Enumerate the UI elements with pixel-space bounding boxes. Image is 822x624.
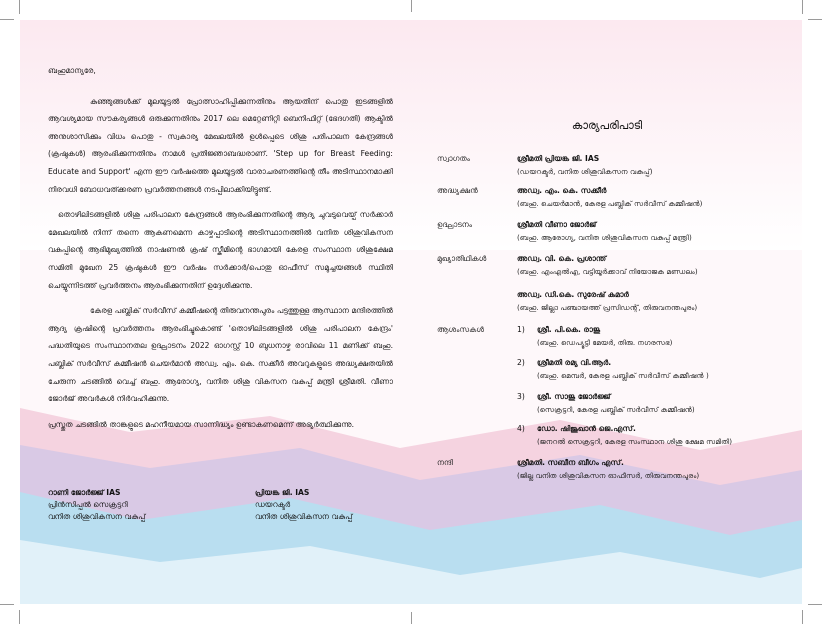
signatory-department: വനിത ശിശുവികസന വകുപ്പ് [48,512,146,521]
programme-person: ശ്രീമതി പ്രിയങ്ക ജി. IAS [517,154,600,163]
signatory-name: പ്രിയങ്ക ജി. IAS [255,488,310,497]
signatory-name: റാണി ജോർജ്ജ് IAS [48,488,121,497]
programme-person-title: (ബഹു. ചെയർമാൻ, കേരള പബ്ലിക് സർവീസ് കമ്മീഷൻ) [517,199,703,208]
programme-number: 3) [517,392,525,401]
letter-body [48,62,393,441]
programme-number: 4) [517,424,525,433]
programme-role: സ്വാഗതം [437,154,470,163]
signatory [255,487,425,523]
programme-person: അഡ്വ. വി. കെ. പ്രശാന്ത് [517,254,607,263]
crop-mark [802,0,803,14]
programme-person-title: (ബഹു. ആരോഗ്യ, വനിത ശിശുവികസന വകുപ്പ് മന്ത്രി) [517,233,692,242]
programme-person-title: (ബഹു. ഡെപ്യൂട്ടി മേയർ, തിരു. നഗരസഭ) [537,338,673,347]
crop-mark [0,19,14,20]
programme-person: അഡ്വ. ഡി.കെ. സുരേഷ് കുമാർ [517,290,629,299]
letter-paragraph: തൊഴിലിടങ്ങളിൽ ശിശു പരിപാലന കേന്ദ്രങ്ങൾ ആരംഭിക്കുന്നതിന്റെ ആദ്യ ചുവടുവെയ്പ് സർക്കാർ മേഖലയിൽ നിന്ന് തന്നെ ആകണമെന്ന കാഴ്ചപ്പാടിന്റെ അടിസ്ഥാനത്തിൽ വനിത ശിശുവികസന വകുപ്പിന്റെ ആഭിമുഖ്യത്തിൽ നാഷണൽ ക്രഷ് സ്കീമിന്റെ ഭാഗമായി കേരള സംസ്ഥാന ശിശുക്ഷേമ സമിതി മുഖേന 25 ക്രഷുകൾ ഈ വർഷം സർക്കാർ/പൊതു ഓഫീസ് സമുച്ചയങ്ങൾ സ്ഥിതി ചെയ്യുന്നിടത്ത് പ്രവർത്തനം ആരംഭിക്കുന്നതിന് ഉദ്ദേശിക്കുന്നു. [48,210,393,290]
signatory-designation: പ്രിൻസിപ്പൽ സെക്രട്ടറി [48,500,128,509]
crop-mark [19,0,20,14]
programme-person: ശ്രീമതി. സബീന ബീഗം എസ്. [517,458,624,467]
programme-role: അദ്ധ്യക്ഷൻ [437,186,478,195]
programme-role: ഉദ്ഘാടനം [437,220,473,229]
programme-number: 1) [517,325,525,334]
salutation: ബഹുമാന്യരേ, [48,66,96,75]
programme-role: മുഖ്യാതിഥികൾ [437,254,487,263]
programme-person: ശ്രീമതി രമ്യ വി.ആർ. [537,358,612,367]
signatory [48,487,218,523]
programme-person-title: (ജില്ല വനിത ശിശുവികസന ഓഫീസർ, തിരുവനന്തപുരം) [517,471,700,480]
crop-mark [802,610,803,624]
programme-person-title: (ഡയറക്ടർ, വനിത ശിശുവികസന വകുപ്പ്) [517,167,653,176]
programme-person: ശ്രീമതി വീണാ ജോർജ് [517,220,597,229]
letter-paragraph: കുഞ്ഞുങ്ങൾക്ക് മുലയൂട്ടൽ പ്രോത്സാഹിപ്പിക്കുന്നതിനും ആയതിന് പൊതു ഇടങ്ങളിൽ ആവശ്യമായ സൗകര്യങ്ങൾ ഒരുക്കുന്നതിനും 2017 ലെ മെറ്റേണിറ്റി ബെനിഫിറ്റ് (ഭേദഗതി) ആക്ടിൽ അനുശാസിക്കും വിധം പൊതു - സ്വകാര്യ മേഖലയിൽ ഉൾപ്പെടെ ശിശു പരിപാലന കേന്ദ്രങ്ങൾ (ക്രഷുകൾ) ആരംഭിക്കുന്നതിനും നാമൾ പ്രതിജ്ഞാബദ്ധരാണ്. 'Step up for Breast Feeding: Educate and Support' എന്ന ഈ വർഷത്തെ മുലയൂട്ടൽ വാരാചരണത്തിന്റെ തീം അടിസ്ഥാനമാക്കി നിരവധി ബോധവത്ക്കരണ പ്രവർത്തനങ്ങൾ നടപ്പിലാക്കിയിട്ടുണ്ട്. [48,96,393,194]
programme-person-title: (ജനറൽ സെക്രട്ടറി, കേരള സംസ്ഥാന ശിശു ക്ഷേമ സമിതി) [537,437,733,446]
programme-role: നന്ദി [437,458,454,467]
programme-person-title: (ബഹു. എംഎൽഎ, വട്ടിയൂർക്കാവ് നിയോജക മണ്ഡലം) [517,267,698,276]
letter-paragraph: പ്രസ്തുത ചടങ്ങിൽ താങ്കളുടെ മഹനീയമായ സാന്നിദ്ധ്യം ഉണ്ടാകണമെന്ന് അഭ്യർത്ഥിക്കുന്നു. [48,419,355,429]
crop-mark [808,19,822,20]
crop-mark [808,604,822,605]
programme-person-title: (ബഹു. ജില്ലാ പഞ്ചായത്ത് പ്രസിഡന്റ്, തിരുവനന്തപുരം) [517,303,698,312]
crop-mark [411,0,412,12]
programme-person: അഡ്വ. എം. കെ. സക്കീർ [517,186,607,195]
programme-person-title: (സെക്രട്ടറി, കേരള പബ്ലിക് സർവീസ് കമ്മീഷൻ) [537,405,695,414]
letter-paragraph: കേരള പബ്ലിക് സർവീസ് കമ്മീഷന്റെ തിരുവനന്തപുരം പട്ടത്തുള്ള ആസ്ഥാന മന്ദിരത്തിൽ ആദ്യ ക്രഷിന്റെ പ്രവർത്തനം ആരംഭിച്ചുകൊണ്ട് 'തൊഴിലിടങ്ങളിൽ ശിശു പരിപാലന കേന്ദ്രം' പദ്ധതിയുടെ സംസ്ഥാനതല ഉദ്ഘാടനം 2022 ഓഗസ്റ്റ് 10 ബുധനാഴ്ച രാവിലെ 11 മണിക്ക് ബഹു. പബ്ലിക് സർവീസ് കമ്മീഷൻ ചെയർമാൻ അഡ്വ. എം. കെ. സക്കീർ അവറുകളുടെ അദ്ധ്യക്ഷതയിൽ ചേരുന്ന ചടങ്ങിൽ വെച്ച് ബഹു. ആരോഗ്യ, വനിത ശിശു വികസന വകുപ്പ് മന്ത്രി ശ്രീമതി. വീണാ ജോർജ് അവർകൾ നിർവഹിക്കുന്നു. [48,306,393,404]
signatory-designation: ഡയറക്ടർ [255,500,291,509]
crop-mark [411,612,412,624]
programme-person: ഡോ. ഷിജൂഖാൻ ജെ.എസ്. [537,424,636,433]
programme-person: ശ്രീ. സാജു ജോർജ്ജ് [537,392,611,401]
programme-number: 2) [517,358,525,367]
programme-person: ശ്രീ. പി.കെ. രാജു [537,325,601,334]
programme-title: കാര്യപരിപാടി [571,119,643,132]
crop-mark [19,610,20,624]
signatory-department: വനിത ശിശുവികസന വകുപ്പ് [255,512,353,521]
crop-mark [0,604,14,605]
programme-person-title: (ബഹു. മെമ്പർ, കേരള പബ്ലിക് സർവീസ് കമ്മീഷൻ ) [537,371,709,380]
programme-role: ആശംസകൾ [437,325,485,334]
